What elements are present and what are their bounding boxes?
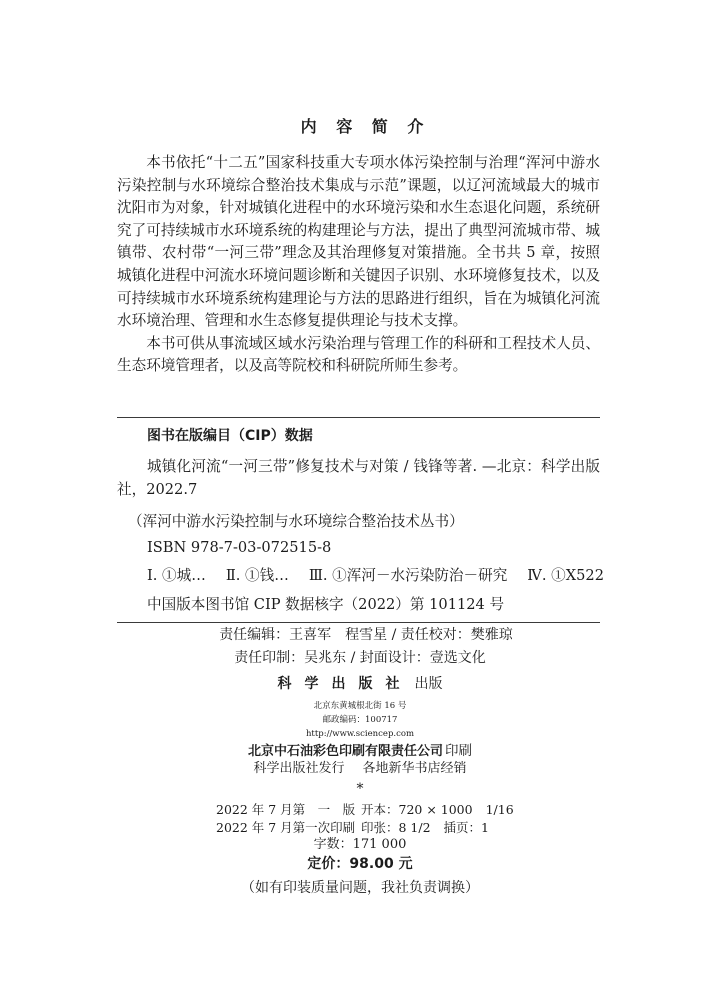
cip-number: 中国版本图书馆 CIP 数据核字（2022）第 101124 号 <box>147 596 505 613</box>
editors-line: 责任编辑：王喜军 程雪星 / 责任校对：樊雅琼 <box>219 627 513 643</box>
distribution-line <box>0 760 720 778</box>
summary-title: 内 容 简 介 <box>300 117 431 136</box>
separator-star: * <box>356 781 364 797</box>
publisher-url: http://www.sciencep.com <box>305 729 415 739</box>
format-fraction: 1/16 <box>485 802 514 817</box>
summary-body <box>117 152 600 378</box>
classification-item-3: Ⅲ. ①浑河－水污染防治－研究 <box>308 567 508 584</box>
classification-item-1: Ⅰ. ①城… <box>147 567 206 584</box>
publisher-logo: 科学出版社 <box>277 676 413 692</box>
cip-bottom-rule <box>117 622 600 623</box>
print-sheets: 印张：8 1/2 <box>361 820 431 835</box>
publisher-address: 北京东黄城根北街 16 号 <box>313 701 407 711</box>
publisher-line <box>0 673 720 695</box>
distributor: 科学出版社发行 <box>253 761 345 776</box>
classification-item-4: Ⅳ. ①X522 <box>527 567 604 584</box>
retailer: 各地新华书店经销 <box>362 761 467 776</box>
edition-date: 2022 年 7 月第 一 版 <box>216 802 356 817</box>
classification-item-2: Ⅱ. ①钱… <box>225 567 289 584</box>
price: 定价：98.00 元 <box>307 856 413 872</box>
format-size: 开本：720 × 1000 <box>361 802 473 817</box>
quality-notice: （如有印装质量问题，我社负责调换） <box>241 880 479 896</box>
printer-action: 印刷 <box>445 743 472 759</box>
printing-date: 2022 年 7 月第一次印刷 <box>216 820 356 835</box>
publisher-action: 出版 <box>414 676 443 692</box>
edition-row <box>216 801 514 819</box>
printer-logo: 北京中石油彩色印刷有限责任公司 <box>247 744 443 759</box>
word-count: 字数：171 000 <box>313 837 407 852</box>
cip-isbn: ISBN 978-7-03-072515-8 <box>147 539 332 556</box>
cip-entry: 城镇化河流“一河三带”修复技术与对策 / 钱锋等著. —北京：科学出版社，2022.7 <box>117 458 600 498</box>
printing-row <box>216 819 489 837</box>
cip-heading: 图书在版编目（CIP）数据 <box>147 428 313 444</box>
cip-top-rule <box>117 417 600 418</box>
insert-pages: 插页：1 <box>443 820 489 835</box>
cip-series: （浑河中游水污染控制与水环境综合整治技术丛书） <box>128 513 464 530</box>
production-line: 责任印制：吴兆东 / 封面设计：壹选文化 <box>234 650 486 666</box>
cip-classification <box>147 564 604 587</box>
printer-line <box>0 740 720 760</box>
summary-paragraph-1: 本书依托“十二五”国家科技重大专项水体污染控制与治理“浑河中游水污染控制与水环境综合整治技术集成与示范”课题，以辽河流域最大的城市沈阳市为对象，针对城镇化进程中的水环境污染和水生态退化问题，系统研究了可持续城市水环境系统的构建理论与方法，提出了典型河流城市带、城镇带、农村带“一河三带”理念及其治理修复对策措施。全书共 5 章，按照城镇化进程中河流水环境问题诊断和关键因子识别、水环境修复技术，以及可持续城市水环境系统构建理论与方法的思路进行组织，旨在为城镇化河流水环境治理、管理和水生态修复提供理论与技术支撑。 <box>117 154 600 330</box>
publisher-postcode: 邮政编码：100717 <box>322 715 398 725</box>
summary-paragraph-2: 本书可供从事流域区域水污染治理与管理工作的科研和工程技术人员、生态环境管理者，以及高等院校和科研院所师生参考。 <box>117 334 600 375</box>
